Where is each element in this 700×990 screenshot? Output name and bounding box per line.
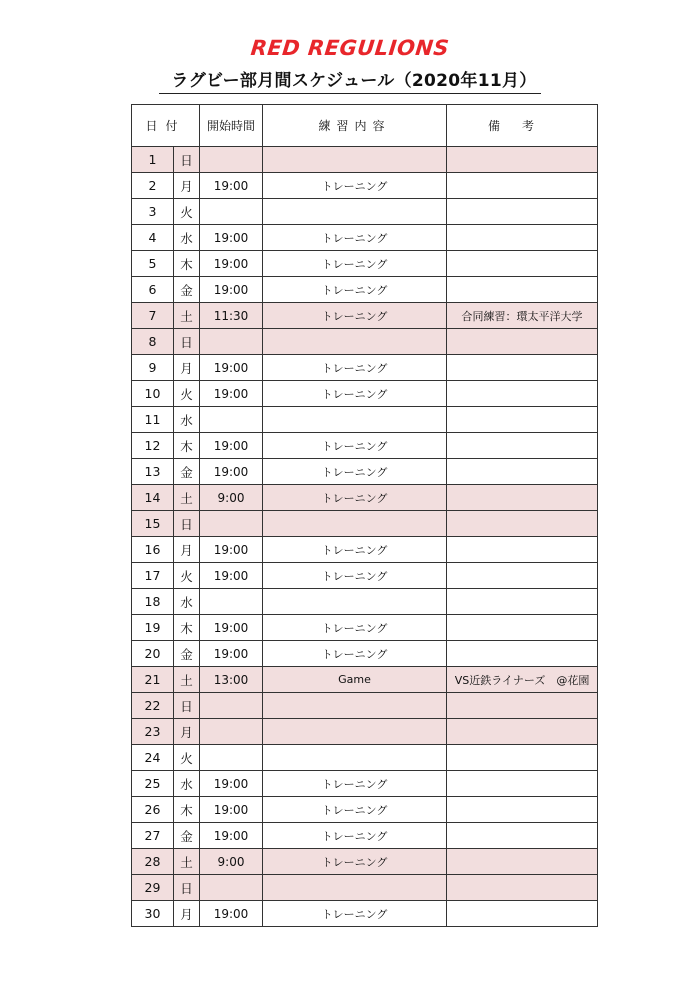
note-cell: 合同練習：環太平洋大学	[447, 303, 598, 329]
table-row	[132, 329, 598, 355]
note-cell	[447, 251, 598, 277]
table-row	[132, 589, 598, 615]
note-cell	[447, 563, 598, 589]
note-cell	[447, 745, 598, 771]
table-row	[132, 303, 598, 329]
table-row	[132, 771, 598, 797]
schedule-table	[131, 104, 598, 927]
start-time-cell	[200, 511, 263, 537]
table-row	[132, 511, 598, 537]
note-cell	[447, 225, 598, 251]
note-cell	[447, 901, 598, 927]
table-row	[132, 901, 598, 927]
weekday-cell: 水	[174, 225, 200, 251]
menu-cell: トレーニング	[263, 173, 447, 199]
menu-cell: トレーニング	[263, 277, 447, 303]
day-cell: 23	[132, 719, 174, 745]
day-cell: 11	[132, 407, 174, 433]
day-cell: 16	[132, 537, 174, 563]
schedule-rows	[132, 147, 598, 927]
table-row	[132, 745, 598, 771]
note-cell: VS近鉄ライナーズ @花園	[447, 667, 598, 693]
start-time-cell: 9:00	[200, 485, 263, 511]
weekday-cell: 火	[174, 381, 200, 407]
day-cell: 29	[132, 875, 174, 901]
day-cell: 8	[132, 329, 174, 355]
weekday-cell: 火	[174, 745, 200, 771]
day-cell: 26	[132, 797, 174, 823]
note-cell	[447, 641, 598, 667]
weekday-cell: 金	[174, 641, 200, 667]
menu-cell: トレーニング	[263, 459, 447, 485]
weekday-cell: 金	[174, 277, 200, 303]
note-cell	[447, 823, 598, 849]
start-time-cell	[200, 147, 263, 173]
start-time-cell: 19:00	[200, 173, 263, 199]
column-header-start-time: 開始時間	[200, 105, 263, 147]
table-header-row	[132, 105, 598, 147]
start-time-cell: 19:00	[200, 381, 263, 407]
team-logo: RED REGULIONS	[249, 36, 451, 60]
column-header-note: 備考	[447, 105, 598, 147]
day-cell: 18	[132, 589, 174, 615]
weekday-cell: 日	[174, 329, 200, 355]
table-row	[132, 147, 598, 173]
day-cell: 15	[132, 511, 174, 537]
start-time-cell: 19:00	[200, 641, 263, 667]
weekday-cell: 月	[174, 537, 200, 563]
table-row	[132, 615, 598, 641]
table-row	[132, 407, 598, 433]
note-cell	[447, 719, 598, 745]
table-row	[132, 251, 598, 277]
menu-cell: トレーニング	[263, 771, 447, 797]
day-cell: 17	[132, 563, 174, 589]
menu-cell	[263, 875, 447, 901]
start-time-cell: 13:00	[200, 667, 263, 693]
start-time-cell	[200, 329, 263, 355]
weekday-cell: 月	[174, 719, 200, 745]
menu-cell	[263, 511, 447, 537]
start-time-cell: 19:00	[200, 615, 263, 641]
day-cell: 13	[132, 459, 174, 485]
day-cell: 21	[132, 667, 174, 693]
menu-cell: トレーニング	[263, 797, 447, 823]
start-time-cell: 19:00	[200, 459, 263, 485]
menu-cell: トレーニング	[263, 433, 447, 459]
weekday-cell: 木	[174, 433, 200, 459]
note-cell	[447, 173, 598, 199]
menu-cell: トレーニング	[263, 849, 447, 875]
menu-cell	[263, 407, 447, 433]
table-row	[132, 693, 598, 719]
weekday-cell: 月	[174, 173, 200, 199]
menu-cell	[263, 719, 447, 745]
menu-cell	[263, 693, 447, 719]
note-cell	[447, 147, 598, 173]
day-cell: 3	[132, 199, 174, 225]
note-cell	[447, 277, 598, 303]
weekday-cell: 金	[174, 823, 200, 849]
table-row	[132, 199, 598, 225]
day-cell: 22	[132, 693, 174, 719]
day-cell: 5	[132, 251, 174, 277]
start-time-cell: 19:00	[200, 277, 263, 303]
day-cell: 28	[132, 849, 174, 875]
menu-cell	[263, 589, 447, 615]
title-container	[0, 66, 700, 94]
day-cell: 12	[132, 433, 174, 459]
menu-cell: トレーニング	[263, 563, 447, 589]
menu-cell: トレーニング	[263, 641, 447, 667]
table-row	[132, 355, 598, 381]
weekday-cell: 木	[174, 797, 200, 823]
weekday-cell: 日	[174, 693, 200, 719]
column-header-date: 日付	[132, 105, 200, 147]
note-cell	[447, 459, 598, 485]
weekday-cell: 土	[174, 849, 200, 875]
weekday-cell: 水	[174, 407, 200, 433]
menu-cell	[263, 329, 447, 355]
note-cell	[447, 485, 598, 511]
note-cell	[447, 849, 598, 875]
menu-cell: Game	[263, 667, 447, 693]
weekday-cell: 月	[174, 901, 200, 927]
start-time-cell	[200, 745, 263, 771]
day-cell: 4	[132, 225, 174, 251]
note-cell	[447, 693, 598, 719]
day-cell: 2	[132, 173, 174, 199]
table-row	[132, 381, 598, 407]
day-cell: 9	[132, 355, 174, 381]
start-time-cell	[200, 693, 263, 719]
table-row	[132, 849, 598, 875]
note-cell	[447, 537, 598, 563]
start-time-cell	[200, 589, 263, 615]
start-time-cell: 19:00	[200, 823, 263, 849]
day-cell: 20	[132, 641, 174, 667]
weekday-cell: 火	[174, 563, 200, 589]
day-cell: 1	[132, 147, 174, 173]
day-cell: 14	[132, 485, 174, 511]
menu-cell: トレーニング	[263, 251, 447, 277]
note-cell	[447, 875, 598, 901]
weekday-cell: 水	[174, 589, 200, 615]
note-cell	[447, 589, 598, 615]
note-cell	[447, 329, 598, 355]
table-row	[132, 225, 598, 251]
day-cell: 30	[132, 901, 174, 927]
start-time-cell	[200, 407, 263, 433]
start-time-cell: 19:00	[200, 433, 263, 459]
start-time-cell: 19:00	[200, 901, 263, 927]
weekday-cell: 土	[174, 485, 200, 511]
weekday-cell: 日	[174, 875, 200, 901]
table-row	[132, 641, 598, 667]
menu-cell: トレーニング	[263, 303, 447, 329]
day-cell: 25	[132, 771, 174, 797]
weekday-cell: 金	[174, 459, 200, 485]
column-header-menu: 練習内容	[263, 105, 447, 147]
day-cell: 6	[132, 277, 174, 303]
day-cell: 19	[132, 615, 174, 641]
note-cell	[447, 199, 598, 225]
weekday-cell: 日	[174, 511, 200, 537]
table-row	[132, 667, 598, 693]
table-row	[132, 485, 598, 511]
menu-cell: トレーニング	[263, 355, 447, 381]
start-time-cell: 11:30	[200, 303, 263, 329]
menu-cell: トレーニング	[263, 823, 447, 849]
start-time-cell: 19:00	[200, 797, 263, 823]
table-row	[132, 173, 598, 199]
menu-cell: トレーニング	[263, 485, 447, 511]
table-row	[132, 433, 598, 459]
table-row	[132, 563, 598, 589]
weekday-cell: 木	[174, 251, 200, 277]
table-row	[132, 277, 598, 303]
weekday-cell: 木	[174, 615, 200, 641]
table-row	[132, 719, 598, 745]
table-row	[132, 459, 598, 485]
weekday-cell: 火	[174, 199, 200, 225]
table-row	[132, 823, 598, 849]
start-time-cell	[200, 875, 263, 901]
day-cell: 7	[132, 303, 174, 329]
menu-cell	[263, 199, 447, 225]
note-cell	[447, 433, 598, 459]
day-cell: 10	[132, 381, 174, 407]
menu-cell: トレーニング	[263, 537, 447, 563]
weekday-cell: 月	[174, 355, 200, 381]
menu-cell: トレーニング	[263, 381, 447, 407]
weekday-cell: 日	[174, 147, 200, 173]
day-cell: 27	[132, 823, 174, 849]
start-time-cell	[200, 199, 263, 225]
note-cell	[447, 771, 598, 797]
weekday-cell: 土	[174, 303, 200, 329]
note-cell	[447, 381, 598, 407]
start-time-cell: 9:00	[200, 849, 263, 875]
menu-cell: トレーニング	[263, 901, 447, 927]
note-cell	[447, 407, 598, 433]
note-cell	[447, 797, 598, 823]
note-cell	[447, 615, 598, 641]
menu-cell	[263, 745, 447, 771]
start-time-cell: 19:00	[200, 225, 263, 251]
weekday-cell: 水	[174, 771, 200, 797]
start-time-cell	[200, 719, 263, 745]
start-time-cell: 19:00	[200, 251, 263, 277]
table-row	[132, 537, 598, 563]
note-cell	[447, 511, 598, 537]
start-time-cell: 19:00	[200, 563, 263, 589]
start-time-cell: 19:00	[200, 537, 263, 563]
menu-cell: トレーニング	[263, 225, 447, 251]
note-cell	[447, 355, 598, 381]
table-row	[132, 875, 598, 901]
start-time-cell: 19:00	[200, 771, 263, 797]
table-row	[132, 797, 598, 823]
menu-cell: トレーニング	[263, 615, 447, 641]
page-title: ラグビー部月間スケジュール（2020年11月）	[159, 66, 540, 94]
start-time-cell: 19:00	[200, 355, 263, 381]
weekday-cell: 土	[174, 667, 200, 693]
menu-cell	[263, 147, 447, 173]
day-cell: 24	[132, 745, 174, 771]
